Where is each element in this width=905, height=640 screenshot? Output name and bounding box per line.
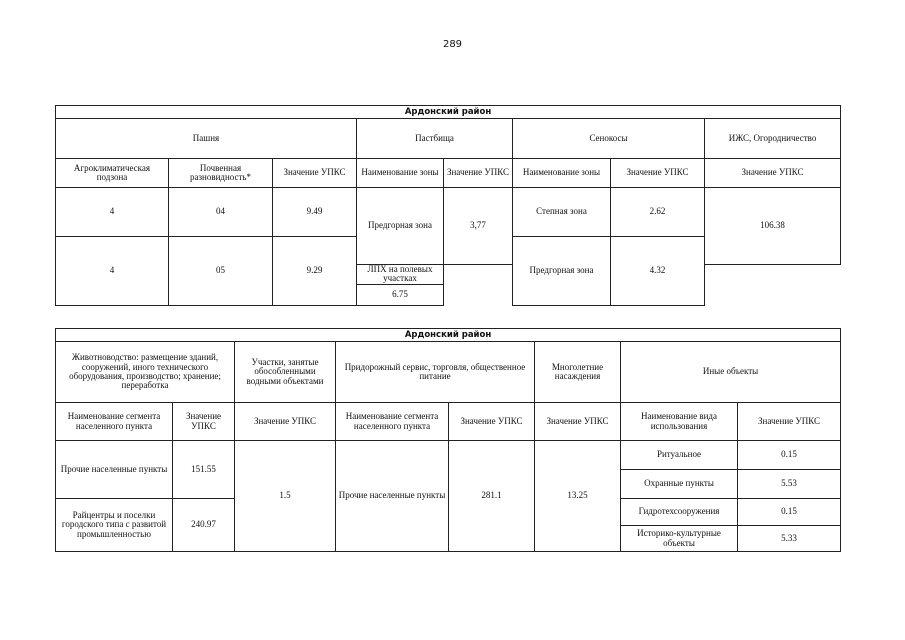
table-cell: 281.1 xyxy=(449,441,535,552)
column-header: Значение УПКС xyxy=(449,403,535,441)
column-header: Почвенная разновидность* xyxy=(169,159,273,188)
column-header: Значение УПКС xyxy=(235,403,336,441)
table-cell: 106.38 xyxy=(705,188,841,265)
table-cell: 9.29 xyxy=(273,237,357,306)
column-header: Значение УПКС xyxy=(535,403,621,441)
group-header-arable: Пашня xyxy=(56,119,357,159)
column-header: Значение УПКС xyxy=(173,403,235,441)
table-cell: Степная зона xyxy=(513,188,611,237)
column-header: Значение УПКС xyxy=(705,159,841,188)
column-header: Наименование зоны xyxy=(357,159,444,188)
table-cell: 4 xyxy=(56,237,169,306)
table-cell: 13.25 xyxy=(535,441,621,552)
column-header: Значение УПКС xyxy=(738,403,841,441)
table-cell: Предгорная зона xyxy=(513,237,611,306)
group-header-livestock: Животноводство: размещение зданий, сооружений, иного технического оборудования, производство; хранение; переработка xyxy=(56,342,235,403)
page-number: 289 xyxy=(442,39,463,50)
column-header: Наименование сегмента населенного пункта xyxy=(336,403,449,441)
table-cell: 2.62 xyxy=(611,188,705,237)
table-cell: Предгорная зона xyxy=(357,188,444,265)
table-cell: 9.49 xyxy=(273,188,357,237)
group-header-izhs: ИЖС, Огородничество xyxy=(705,119,841,159)
group-header-perennial: Многолетние насаждения xyxy=(535,342,621,403)
column-header: Значение УПКС xyxy=(611,159,705,188)
table-title: Ардонский район xyxy=(56,329,841,342)
table-cell: Райцентры и поселки городского типа с развитой промышленностью xyxy=(56,499,173,552)
group-header-hayfield: Сенокосы xyxy=(513,119,705,159)
table-cell: 05 xyxy=(169,237,273,306)
ardon-landuse-table xyxy=(55,328,841,552)
column-header: Наименование сегмента населенного пункта xyxy=(56,403,173,441)
table-cell: 4 xyxy=(56,188,169,237)
table-cell: 0.15 xyxy=(738,499,841,526)
table-title: Ардонский район xyxy=(56,106,841,119)
column-header: Значение УПКС xyxy=(273,159,357,188)
table-cell: 5.33 xyxy=(738,526,841,552)
group-header-water: Участки, занятые обособленными водными объектами xyxy=(235,342,336,403)
column-header: Агроклиматическая подзона xyxy=(56,159,169,188)
column-header: Значение УПКС xyxy=(444,159,513,188)
group-header-other: Иные объекты xyxy=(621,342,841,403)
column-header: Наименование вида использования xyxy=(621,403,738,441)
table-cell: 0.15 xyxy=(738,441,841,470)
table-cell: 3,77 xyxy=(444,188,513,265)
ardon-agri-table xyxy=(55,105,841,306)
table-cell: Прочие населенные пункты xyxy=(56,441,173,499)
table-cell: Историко-культурные объекты xyxy=(621,526,738,552)
column-header: Наименование зоны xyxy=(513,159,611,188)
table-cell: 1.5 xyxy=(235,441,336,552)
group-header-pasture: Пастбища xyxy=(357,119,513,159)
table-cell: 151.55 xyxy=(173,441,235,499)
table-cell: Ритуальное xyxy=(621,441,738,470)
table-cell: ЛПХ на полевых участках xyxy=(357,265,444,285)
group-header-roadside: Придорожный сервис, торговля, общественное питание xyxy=(336,342,535,403)
table-cell: 04 xyxy=(169,188,273,237)
table-cell: Охранные пункты xyxy=(621,470,738,499)
table-cell: 240.97 xyxy=(173,499,235,552)
table-cell: Прочие населенные пункты xyxy=(336,441,449,552)
table-cell: 4.32 xyxy=(611,237,705,306)
table-cell: 5.53 xyxy=(738,470,841,499)
table-cell: 6.75 xyxy=(357,284,444,305)
table-cell: Гидротехсооружения xyxy=(621,499,738,526)
